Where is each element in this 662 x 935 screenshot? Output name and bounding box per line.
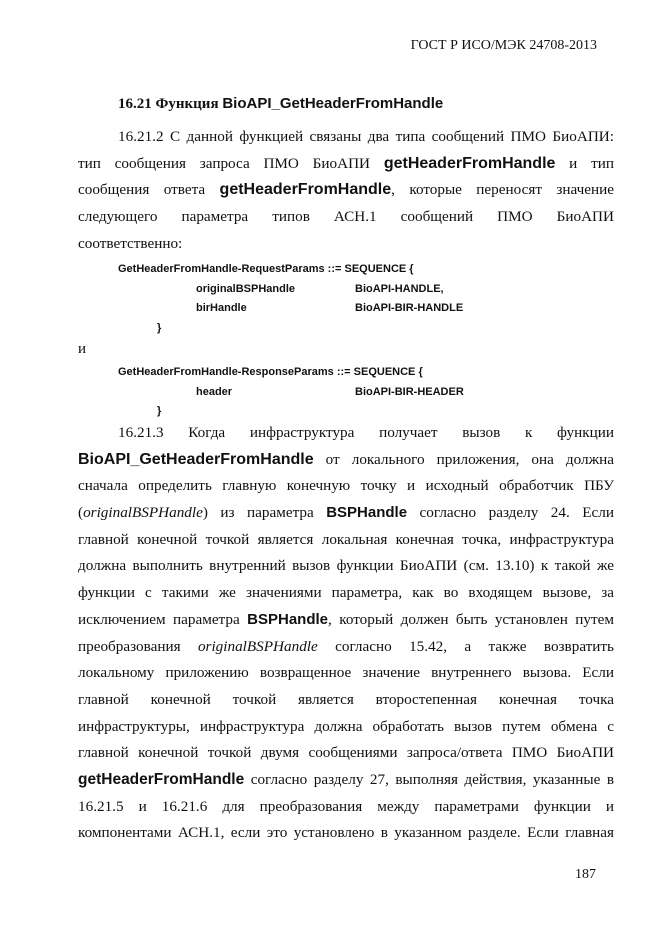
code-field-type: BioAPI-BIR-HANDLE	[355, 302, 464, 314]
code-response-head: GetHeaderFromHandle-ResponseParams ::= SEQUENCE {	[118, 366, 423, 378]
text-line: главной конечной точкой является локальная конечная точка, инфраструктура	[78, 530, 614, 548]
section-title	[118, 95, 443, 113]
text-line: 16.21.2 С данной функцией связаны два типа сообщений ПМО БиоАПИ:	[118, 128, 614, 145]
text-line: BioAPI_GetHeaderFromHandle от локального приложения, она должна	[78, 450, 614, 468]
message-type-name: getHeaderFromHandle	[78, 770, 245, 788]
code-field-name: birHandle	[196, 302, 247, 314]
text-line: следующего параметра типов АСН.1 сообщений ПМО БиоАПИ	[78, 208, 614, 226]
message-type-name: getHeaderFromHandle	[219, 181, 392, 199]
text-line: главной конечной точкой является второстепенная конечная точка	[78, 690, 614, 708]
document-header: ГОСТ Р ИСО/МЭК 24708-2013	[410, 38, 597, 53]
function-name: BioAPI_GetHeaderFromHandle	[78, 450, 314, 468]
text-line: getHeaderFromHandle согласно разделу 27, выполняя действия, указанные в	[78, 770, 614, 788]
text-line: соответственно:	[78, 234, 183, 252]
text-line: функции с такими же значениями параметра, как во входящем вызове, за	[78, 584, 614, 602]
code-field-name: header	[196, 386, 233, 398]
parameter-name: originalBSPHandle	[197, 637, 318, 655]
code-close-brace: }	[157, 405, 162, 417]
code-close-brace: }	[157, 322, 162, 334]
text-line: 16.21.5 и 16.21.6 для преобразования между параметрами функции и	[78, 797, 614, 815]
parameter-name: BSPHandle	[247, 610, 329, 628]
text-line: сначала определить главную конечную точку и исходный обработчик ПБУ	[78, 477, 614, 495]
paragraph-16-21-3	[78, 420, 614, 847]
code-request-head: GetHeaderFromHandle-RequestParams ::= SEQUENCE {	[118, 263, 414, 275]
conjunction: и	[78, 341, 87, 357]
text-line: преобразования originalBSPHandle согласно 15.42, а также возвратить	[78, 637, 614, 655]
text-line: тип сообщения запроса ПМО БиоАПИ getHeaderFromHandle и тип	[78, 154, 614, 172]
page-number: 187	[575, 867, 596, 882]
code-field-type: BioAPI-HANDLE,	[355, 283, 444, 295]
text-line: (originalBSPHandle) из параметра BSPHandle согласно разделу 24. Если	[78, 504, 614, 522]
section-number: 16.21 Функция	[118, 96, 219, 112]
code-field-type: BioAPI-BIR-HEADER	[355, 386, 464, 398]
text-line: локальному приложению возвращенное значение внутреннего вызова. Если	[78, 664, 614, 682]
text-line: компонентами АСН.1, если это установлено в указанном разделе. Если главная	[78, 824, 614, 842]
function-name: BioAPI_GetHeaderFromHandle	[222, 95, 444, 112]
code-field-name: originalBSPHandle	[196, 283, 296, 295]
text-line: должна выполнить внутренний вызов функции БиоАПИ (см. 13.10) к такой же	[78, 557, 614, 575]
message-type-name: getHeaderFromHandle	[383, 154, 556, 172]
text-line: главной конечной точкой двумя сообщениями запроса/ответа ПМО БиоАПИ	[78, 744, 614, 762]
text-line: инфраструктуры, инфраструктура должна обработать вызов путем обмена с	[78, 717, 614, 735]
parameter-name: originalBSPHandle	[83, 504, 203, 522]
parameter-name: BSPHandle	[326, 504, 408, 522]
text-line: исключением параметра BSPHandle, который должен быть установлен путем	[78, 610, 614, 628]
text-line: сообщения ответа getHeaderFromHandle, которые переносят значение	[78, 181, 614, 199]
paragraph-16-21-2	[78, 124, 614, 257]
text-line: 16.21.3 Когда инфраструктура получает вызов к функции	[118, 424, 614, 441]
